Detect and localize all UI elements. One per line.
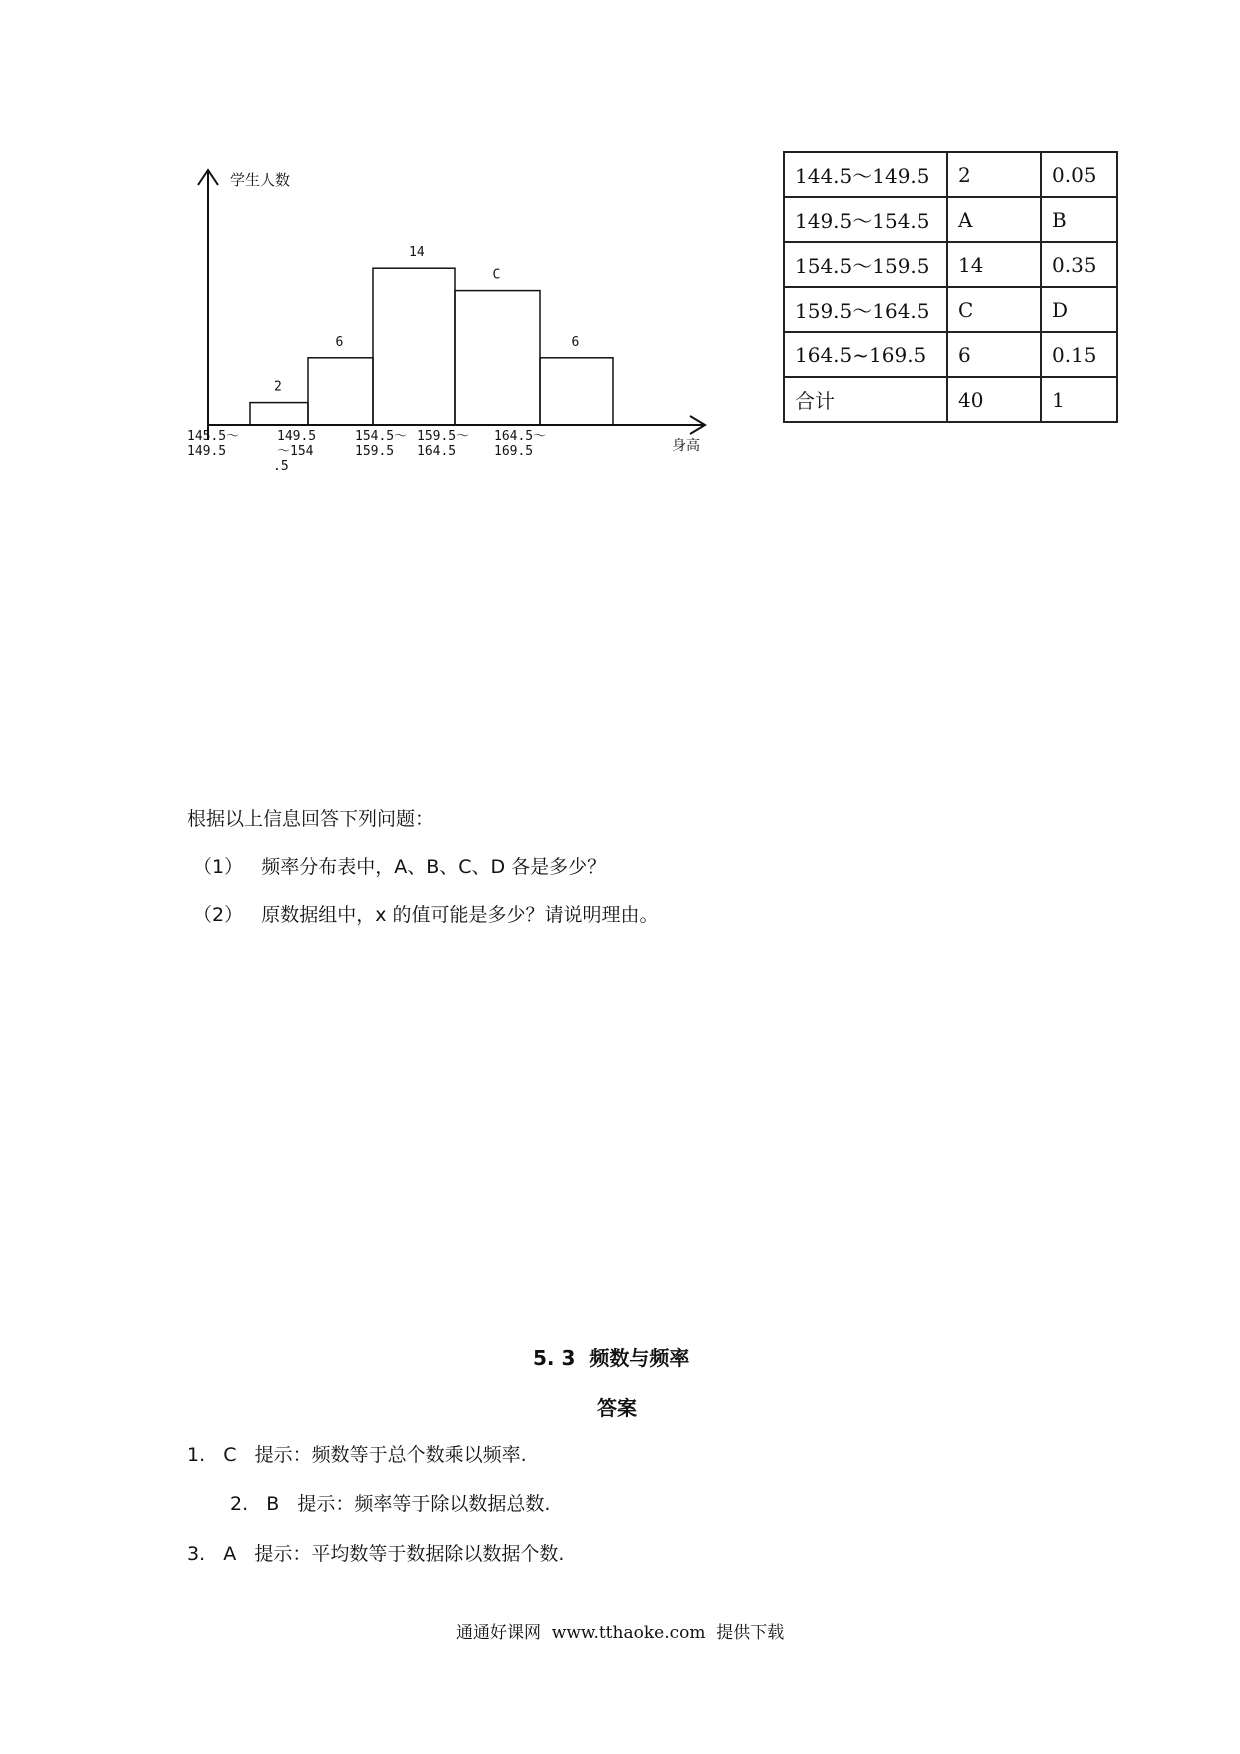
table-cell: 1	[1041, 377, 1117, 422]
bar-value-label: 14	[409, 245, 425, 261]
histogram-bar	[308, 358, 373, 425]
x-tick-label: 154.5～	[355, 429, 408, 444]
questions-intro: 根据以上信息回答下列问题：	[187, 808, 435, 830]
y-axis-label: 学生人数	[230, 171, 291, 189]
bar-value-label: 6	[571, 334, 580, 350]
answers-title: 答案	[597, 1396, 637, 1420]
frequency-table	[783, 151, 1118, 423]
answer-3: 3. A 提示：平均数等于数据除以数据个数.	[187, 1543, 565, 1565]
question-2: （2） 原数据组中，x 的值可能是多少？请说明理由。	[193, 904, 659, 926]
answer-2: 2. B 提示：频率等于除以数据总数.	[230, 1493, 551, 1515]
x-tick-label: .5	[273, 459, 289, 474]
x-tick-label: ～154	[277, 444, 314, 459]
table-cell: 0.15	[1041, 332, 1117, 377]
table-row	[784, 287, 1117, 332]
table-cell: 149.5～154.5	[784, 197, 947, 242]
table-cell: A	[947, 197, 1041, 242]
bar-value-label: 6	[335, 334, 344, 350]
bar-value-label: 2	[274, 379, 282, 395]
table-cell: 14	[947, 242, 1041, 287]
table-cell: 154.5～159.5	[784, 242, 947, 287]
x-tick-label: 149.5	[187, 444, 227, 459]
answer-1: 1. C 提示：频数等于总个数乘以频率.	[187, 1444, 527, 1466]
x-tick-label: 164.5	[417, 444, 457, 459]
table-cell: 0.05	[1041, 152, 1117, 197]
x-tick-label: 149.5	[277, 429, 317, 444]
table-cell: 2	[947, 152, 1041, 197]
question-1: （1） 频率分布表中，A、B、C、D 各是多少？	[193, 856, 607, 878]
table-cell: 合计	[784, 377, 947, 422]
table-row	[784, 377, 1117, 422]
table-cell: 0.35	[1041, 242, 1117, 287]
table-cell: C	[947, 287, 1041, 332]
table-cell: 144.5～149.5	[784, 152, 947, 197]
table-cell: 159.5～164.5	[784, 287, 947, 332]
table-cell: 6	[947, 332, 1041, 377]
table-row	[784, 242, 1117, 287]
table-cell: B	[1041, 197, 1117, 242]
x-tick-label: 159.5～	[417, 429, 470, 444]
x-tick-label: 145.5～	[187, 429, 240, 444]
x-tick-label: 159.5	[355, 444, 395, 459]
table-row	[784, 152, 1117, 197]
histogram-chart	[185, 160, 725, 490]
table-row	[784, 197, 1117, 242]
x-tick-label: 169.5	[494, 444, 534, 459]
histogram-bar	[455, 291, 540, 425]
table-cell: 40	[947, 377, 1041, 422]
histogram-bar	[373, 268, 455, 425]
histogram-bar	[540, 358, 613, 425]
bar-value-label: C	[492, 267, 501, 283]
chart-axes	[198, 170, 705, 454]
histogram-bar	[250, 403, 308, 425]
section-title: 5. 3 频数与频率	[533, 1346, 690, 1370]
bars-group	[187, 245, 613, 474]
table-cell: D	[1041, 287, 1117, 332]
x-tick-label: 164.5～	[494, 429, 547, 444]
x-axis-label: 身高	[672, 438, 700, 454]
table-row	[784, 332, 1117, 377]
footer-text: 通通好课网 www.tthaoke.com 提供下载	[456, 1623, 785, 1643]
table-cell: 164.5~169.5	[784, 332, 947, 377]
